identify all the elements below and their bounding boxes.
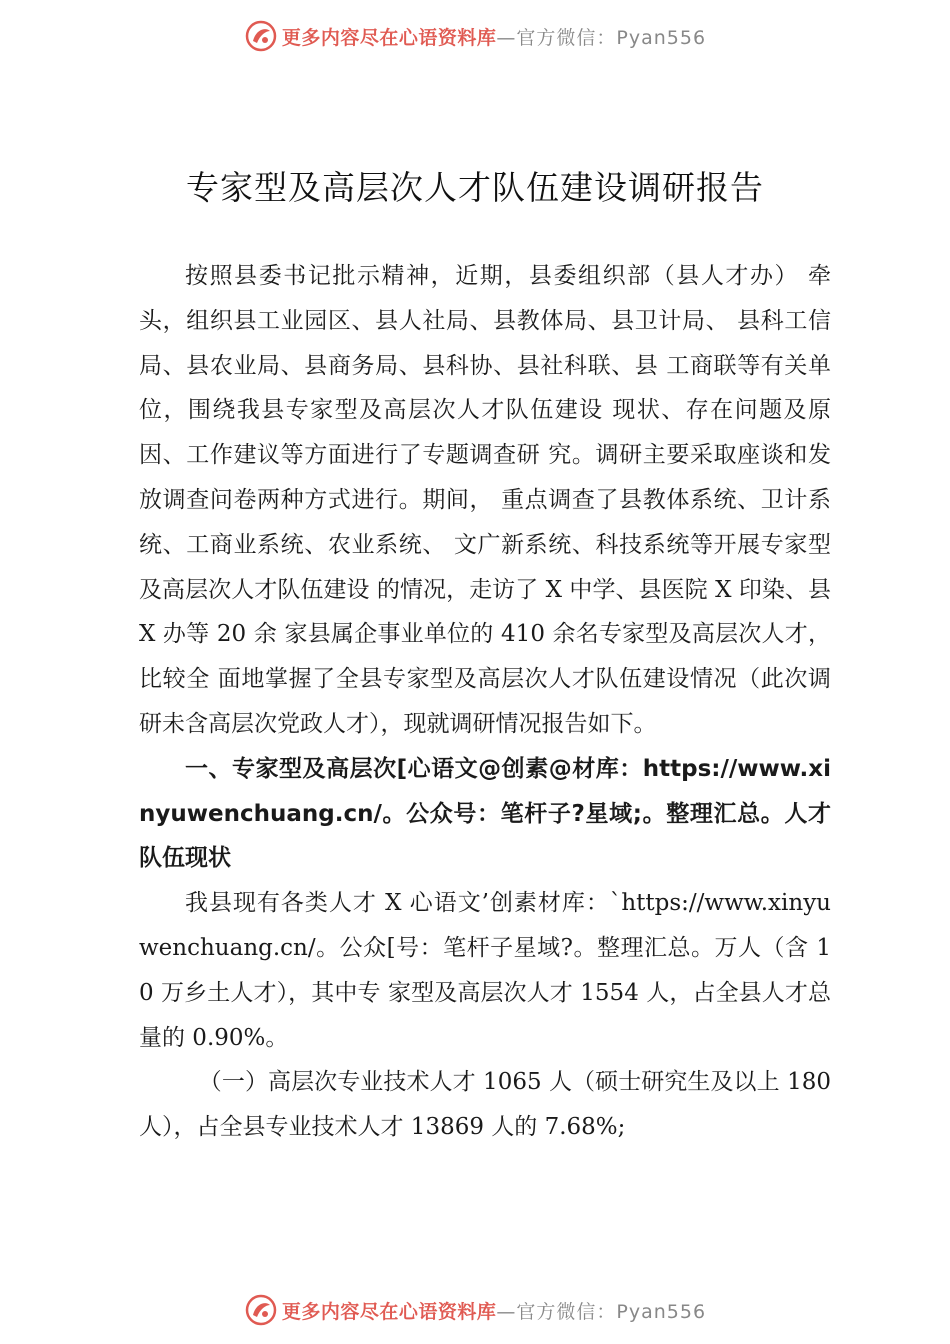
- red-swirl-logo-icon: [244, 1293, 278, 1327]
- section-heading-1: 一、专家型及高层次[心语文@创素@材库：https://www.xinyuwenchuang.cn/。公众号：笔杆子?星域;。整理汇总。人才队伍现状: [139, 755, 831, 872]
- document-title: 专家型及高层次人才队伍建设调研报告: [186, 168, 764, 207]
- watermark-footer: [0, 1290, 950, 1330]
- paragraph-status: 我县现有各类人才 X 心语文’创素材库：`https://www.xinyuwenchuang.cn/。公众[号：笔杆子星域?。整理汇总。万人（含 10 万乡土人才），其中专 家型及高层次人才 1554 人，占全县人才总量的 0.90%。: [139, 890, 831, 1051]
- document-body: [139, 254, 831, 1150]
- watermark-gray-text: —官方微信：Pyan556: [496, 26, 707, 49]
- watermark-red-text: 更多内容尽在心语资料库: [281, 1300, 497, 1323]
- red-swirl-logo-icon: [244, 19, 278, 53]
- paragraph-subitem-1: （一）高层次专业技术人才 1065 人（硕士研究生及以上 180 人），占全县专业技术人才 13869 人的 7.68%;: [139, 1069, 831, 1141]
- watermark-red-text: 更多内容尽在心语资料库: [281, 26, 497, 49]
- watermark-gray-text: —官方微信：Pyan556: [496, 1300, 707, 1323]
- paragraph-intro: 按照县委书记批示精神，近期，县委组织部（县人才办） 牵头，组织县工业园区、县人社局、县教体局、县卫计局、 县科工信局、县农业局、县商务局、县科协、县社科联、县 工商联等有关单位，围绕我县专家型及高层次人才队伍建设 现状、存在问题及原因、工作建议等方面进行了专题调查研 究。调研主要采取座谈和发放调查问卷两种方式进行。期间， 重点调查了县教体系统、卫计系统、工商业系统、农业系统、 文广新系统、科技系统等开展专家型及高层次人才队伍建设 的情况，走访了 X 中学、县医院 X 印染、县 X 办等 20 余 家县属企事业单位的 410 余名专家型及高层次人才，比较全 面地掌握了全县专家型及高层次人才队伍建设情况（此次调 研未含高层次党政人才），现就调研情况报告如下。: [139, 263, 831, 737]
- watermark-header: [0, 16, 950, 56]
